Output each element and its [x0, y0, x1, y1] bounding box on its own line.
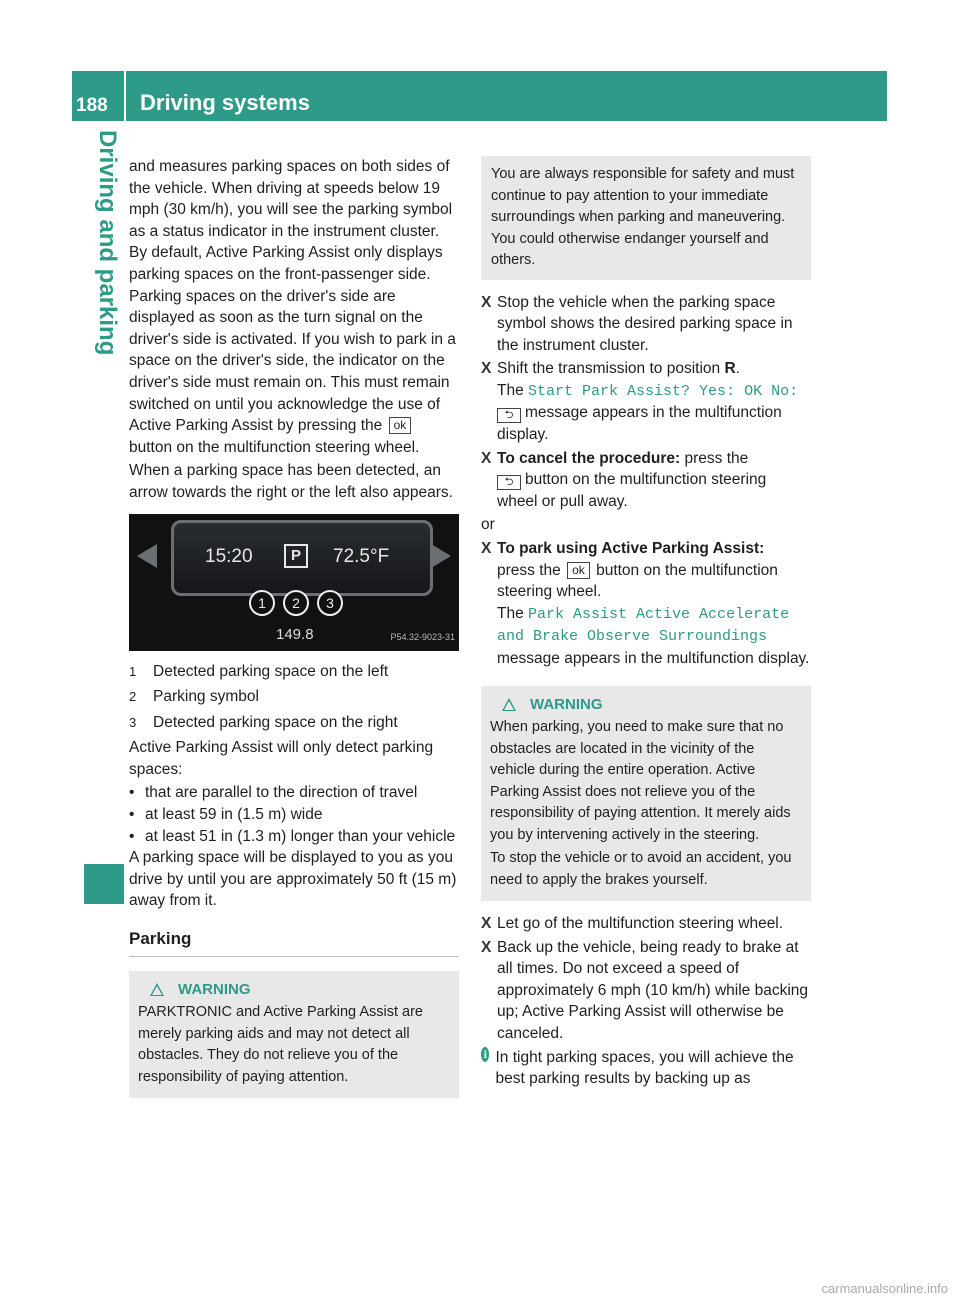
legend-text: Detected parking space on the right — [153, 713, 398, 731]
display-message: Start Park Assist? Yes: OK No: — [528, 382, 799, 400]
side-tab-block — [84, 864, 124, 904]
left-arrow-icon — [137, 544, 157, 568]
callout-1: 1 — [249, 590, 275, 616]
instruction-step: X To park using Active Parking Assist: press the ok button on the multifunction steering wheel. The Park Assist Active Accelerate and Brake Observe Surroundings message appears in the multifunction display. — [481, 538, 811, 670]
header-divider — [124, 71, 126, 121]
legend-item — [129, 712, 459, 734]
or-text: or — [481, 516, 495, 534]
parking-symbol-icon: P — [284, 544, 308, 568]
step-text: Back up the vehicle, being ready to brake at all times. Do not exceed a speed of approximately 6 mph (10 km/h) while backing up; Active Parking Assist will otherwise be canceled. — [497, 938, 808, 1043]
warning-title-text: WARNING — [530, 695, 603, 713]
warning-title-text: WARNING — [178, 980, 251, 998]
display-speed: 149.8 — [276, 625, 314, 643]
legend-num: 3 — [129, 714, 137, 730]
tip — [481, 1047, 811, 1090]
footer-watermark: carmanualsonline.info — [821, 1281, 948, 1296]
left-column — [129, 156, 459, 1110]
warning-box — [481, 686, 811, 902]
step-text: Shift the transmission to position R. The Start Park Assist? Yes: OK No: ⮌ message appears in the multifunction display. — [497, 360, 799, 444]
warning-box — [129, 971, 459, 1099]
instruction-step: X Shift the transmission to position R. The Start Park Assist? Yes: OK No: ⮌ message appears in the multifunction display. — [481, 358, 811, 445]
ok-key-icon: ok — [567, 562, 590, 579]
warning-title — [502, 694, 803, 716]
instruction-step: X Let go of the multifunction steering wheel. — [481, 913, 811, 935]
intro-paragraph — [129, 156, 459, 458]
list-item-text: at least 59 in (1.5 m) wide — [145, 806, 323, 824]
info-icon: i — [481, 1047, 489, 1062]
display-message: Park Assist Active Accelerate and Brake Observe Surroundings — [497, 605, 790, 646]
display-time: 15:20 — [205, 545, 253, 567]
right-column — [481, 156, 811, 1092]
instruction-step: X To cancel the procedure: press the ⮌ button on the multifunction steering wheel or pull away. — [481, 448, 811, 513]
callout-2: 2 — [283, 590, 309, 616]
legend-text: Parking symbol — [153, 688, 259, 706]
page-number: 188 — [76, 95, 108, 116]
side-label — [84, 130, 124, 840]
list-item: • at least 51 in (1.3 m) longer than your vehicle — [129, 826, 459, 848]
section-heading-parking: Parking — [129, 928, 459, 957]
instruction-step: X Back up the vehicle, being ready to brake at all times. Do not exceed a speed of approximately 6 mph (10 km/h) while backing up; Active Parking Assist will otherwise be canceled. — [481, 937, 811, 1045]
callout-3: 3 — [317, 590, 343, 616]
back-button-icon: ⮌ — [497, 408, 521, 423]
position-r: R — [724, 360, 736, 378]
instrument-cluster-figure — [129, 514, 459, 651]
warning-icon — [150, 983, 164, 996]
instruction-step: X Stop the vehicle when the parking space symbol shows the desired parking space in the instrument cluster. — [481, 292, 811, 357]
legend-item — [129, 661, 459, 683]
chapter-title: Driving systems — [140, 90, 310, 115]
warning-icon — [502, 698, 516, 711]
info-box: You are always responsible for safety and must continue to pay attention to your immediate surroundings when parking and maneuvering. You could otherwise endanger yourself and others. — [481, 156, 811, 280]
figure-code: P54.32-9023-31 — [390, 631, 455, 642]
intro-end-text: button on the multifunction steering wheel. — [129, 438, 420, 456]
intro-text: and measures parking spaces on both sides of the vehicle. When driving at speeds below 19 mph (30 km/h), you will see the parking symbol as a status indicator in the instrument cluster. By default, Active Parking Assist only displays parking spaces on the front-passenger side. Parking spaces on the driver's side are displayed as soon as the turn signal on the driver's side is activated. If you wish to park in a space on the driver's side, the indicator on the driver's side must remain on. This must remain switched on until you acknowledge the use of Active Parking Assist by pressing the — [129, 158, 456, 435]
warning-text: To stop the vehicle or to avoid an accident, you need to apply the brakes yourself. — [490, 850, 792, 888]
detect-intro: Active Parking Assist will only detect parking spaces: — [129, 739, 434, 778]
warning-title — [150, 979, 451, 1001]
step-text: Let go of the multifunction steering wheel. — [497, 915, 784, 933]
tip-text: In tight parking spaces, you will achieve the best parking results by backing up as — [495, 1048, 794, 1088]
legend-text: Detected parking space on the left — [153, 662, 389, 680]
warning-text: When parking, you need to make sure that no obstacles are located in the vicinity of the vehicle during the entire operation. Active Parking Assist does not relieve you of the responsibility of paying attention. It merely aids you by intervening actively in the steering. — [490, 719, 791, 843]
step-text: Stop the vehicle when the parking space symbol shows the desired parking space in the instrument cluster. — [497, 293, 793, 354]
detected-paragraph: When a parking space has been detected, an arrow towards the right or the left also appears. — [129, 462, 453, 501]
list-item-text: at least 51 in (1.3 m) longer than your vehicle — [145, 827, 456, 845]
list-item: • at least 59 in (1.5 m) wide — [129, 804, 459, 826]
display-temp: 72.5°F — [333, 545, 390, 567]
warning-text: PARKTRONIC and Active Parking Assist are merely parking aids and may not detect all obstacles. They do not relieve you of the responsibility of paying attention. — [138, 1004, 424, 1085]
list-item: • that are parallel to the direction of travel — [129, 782, 459, 804]
ok-key-icon: ok — [389, 417, 412, 434]
step-text: To cancel the procedure: press the ⮌ button on the multifunction steering wheel or pull away. — [497, 449, 767, 510]
step-text: To park using Active Parking Assist: press the ok button on the multifunction steering wheel. The Park Assist Active Accelerate and Brake Observe Surroundings message appears in the multifunction display. — [497, 540, 810, 667]
display-paragraph: A parking space will be displayed to you as you drive by until you are approximately 50 ft (15 m) away from it. — [129, 849, 457, 910]
back-button-icon: ⮌ — [497, 475, 521, 490]
list-item-text: that are parallel to the direction of travel — [145, 784, 418, 802]
right-arrow-icon — [431, 544, 451, 568]
legend-num: 1 — [129, 663, 137, 679]
legend-item — [129, 686, 459, 708]
side-label-text: Driving and parking — [94, 130, 121, 356]
legend-num: 2 — [129, 689, 137, 705]
